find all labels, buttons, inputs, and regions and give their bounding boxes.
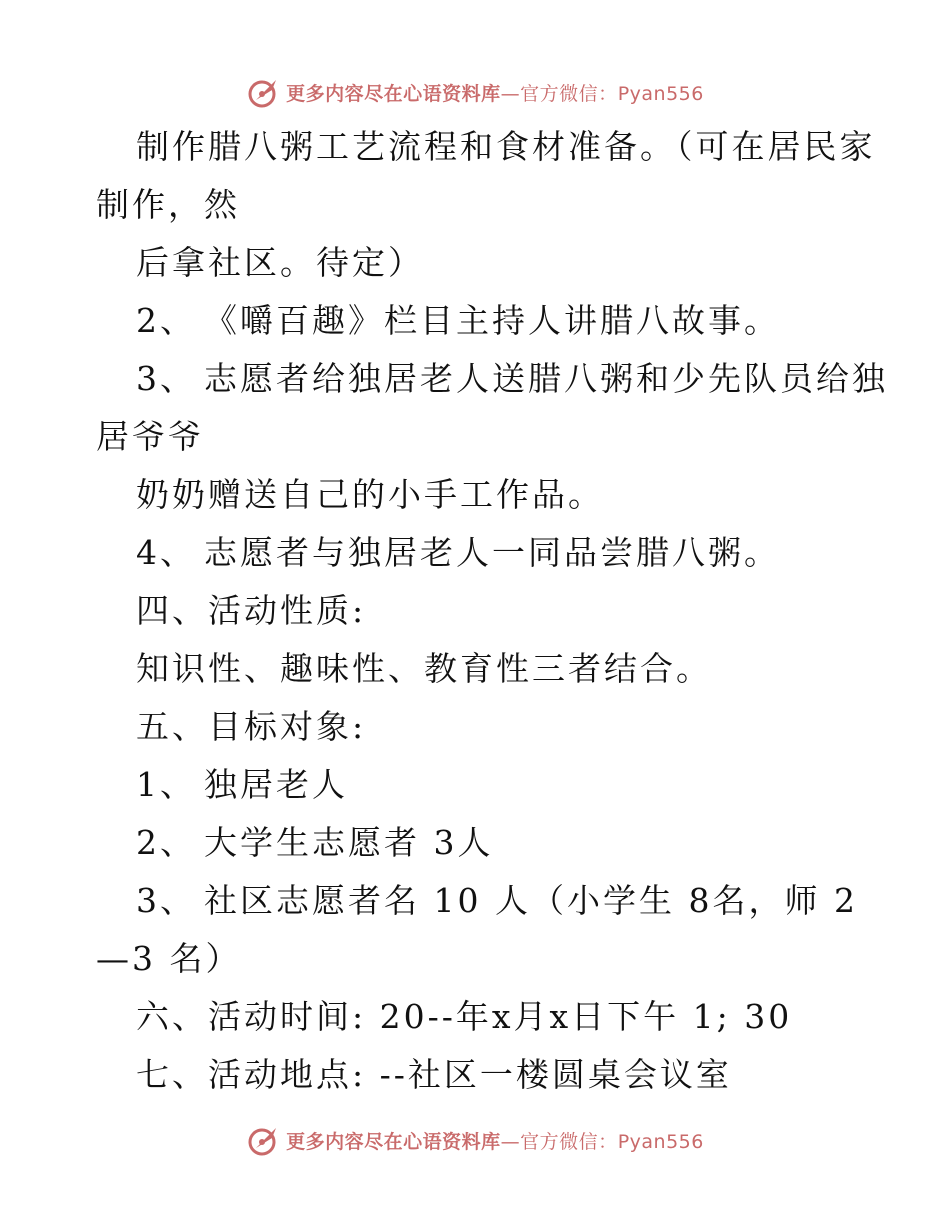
line-text: 制作腊八粥工艺流程和食材准备。（可在居民家 (136, 127, 876, 166)
body-line (96, 756, 866, 814)
body-line (96, 814, 866, 872)
line-text: 制作，然 (96, 185, 240, 224)
list-number: 3、 (136, 359, 196, 398)
line-text: 《嚼百趣》栏目主持人讲腊八故事。 (204, 301, 780, 340)
line-text: 独居老人 (204, 765, 348, 804)
watermark-text: 更多内容尽在心语资料库—官方微信：Pyan556 (286, 82, 704, 105)
body-line (96, 872, 866, 930)
line-text: 社区志愿者名 10 人（小学生 8名，师 2 (204, 881, 858, 920)
list-number: 2、 (136, 301, 196, 340)
line-text: 目标对象: (208, 707, 367, 746)
list-number: 2、 (136, 823, 196, 862)
body-line (96, 988, 866, 1046)
body-line (96, 640, 866, 698)
document-body (96, 118, 888, 1104)
line-text: 奶奶赠送自己的小手工作品。 (136, 475, 604, 514)
line-text: 志愿者与独居老人一同品尝腊八粥。 (204, 533, 780, 572)
line-text: 大学生志愿者 3人 (204, 823, 494, 862)
line-text: 志愿者给独居老人送腊八粥和少先队员给独 (204, 359, 888, 398)
watermark-text: 更多内容尽在心语资料库—官方微信：Pyan556 (286, 1130, 704, 1153)
list-number: 六、 (136, 997, 208, 1036)
body-line (96, 930, 866, 988)
footer-watermark (0, 1120, 950, 1160)
list-number: 五、 (136, 707, 208, 746)
list-number: 四、 (136, 591, 208, 630)
line-text: 居爷爷 (96, 417, 204, 456)
body-line (96, 582, 866, 640)
header-watermark (0, 72, 950, 112)
body-line (96, 234, 866, 292)
body-line (96, 176, 866, 234)
feather-logo-icon (246, 1122, 282, 1158)
body-line (96, 698, 866, 756)
line-text: —3 名） (96, 939, 242, 978)
body-line (96, 466, 866, 524)
line-text: 活动地点: --社区一楼圆桌会议室 (208, 1055, 732, 1094)
list-number: 3、 (136, 881, 196, 920)
line-text: 后拿社区。待定） (136, 243, 424, 282)
body-line (96, 524, 866, 582)
body-line (96, 1046, 866, 1104)
body-line (96, 118, 876, 176)
list-number: 4、 (136, 533, 196, 572)
line-text: 知识性、趣味性、教育性三者结合。 (136, 649, 712, 688)
line-text: 活动时间: 20--年x月x日下午 1; 30 (208, 997, 793, 1036)
line-text: 活动性质: (208, 591, 367, 630)
feather-logo-icon (246, 74, 282, 110)
body-line (96, 292, 866, 350)
body-line (96, 350, 888, 408)
body-line (96, 408, 866, 466)
list-number: 1、 (136, 765, 196, 804)
list-number: 七、 (136, 1055, 208, 1094)
